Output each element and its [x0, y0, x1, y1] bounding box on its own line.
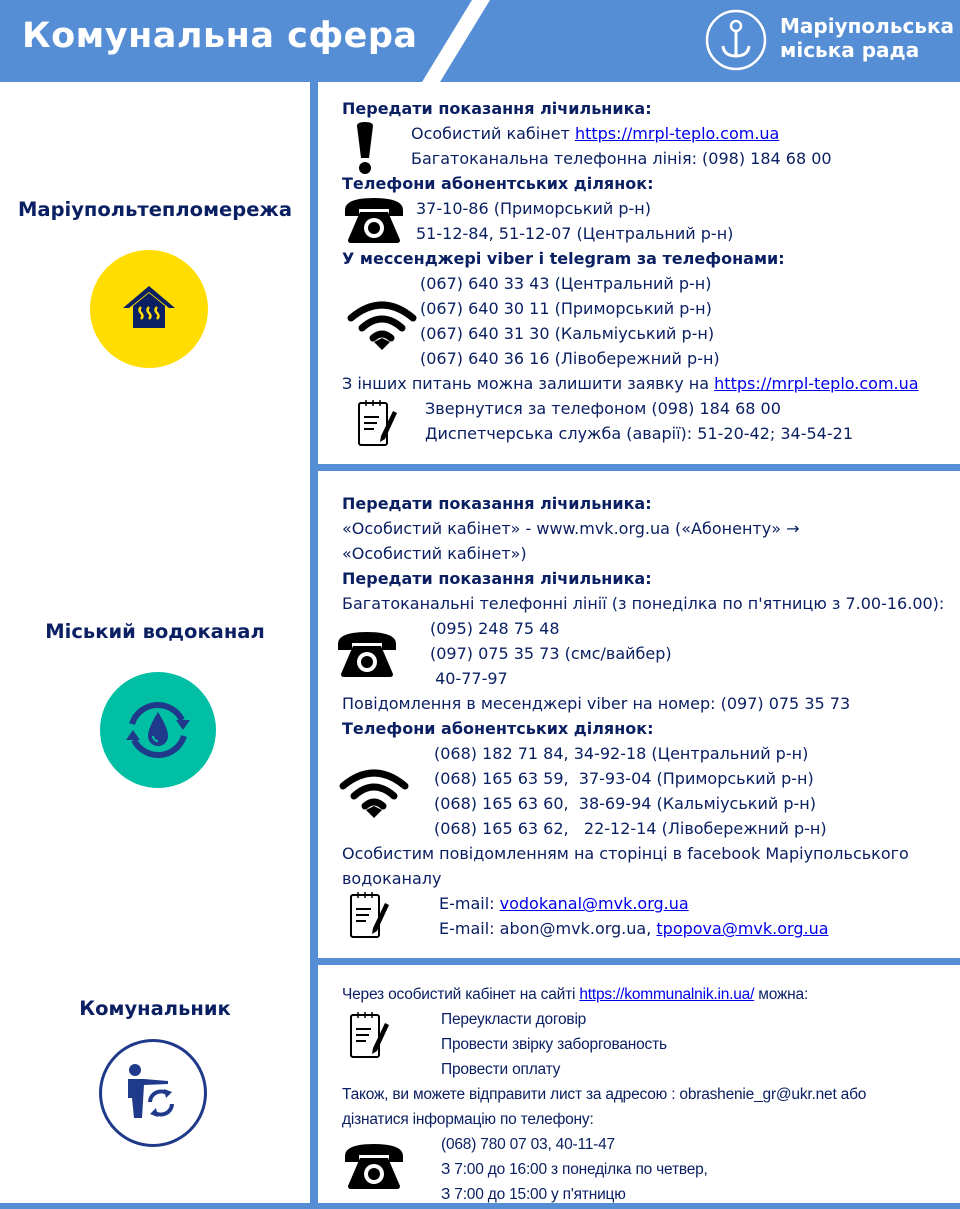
page-title: Комунальна сфера [22, 16, 418, 56]
teplo-cabinet-link[interactable]: https://mrpl-teplo.com.ua [574, 124, 780, 143]
vodokanal-multichannel-line: Багатоканальні телефонні лінії (з понеділка по п'ятницю з 7.00-16.00): [342, 594, 945, 613]
teplo-heading-phones: Телефони абонентських ділянок: [342, 174, 654, 193]
anchor-icon [704, 8, 770, 74]
email-label: E-mail: abon@mvk.org.ua, [439, 919, 657, 938]
vodokanal-viber-line: Повідомлення в месенджері viber на номер: (097) 075 35 73 [342, 694, 851, 713]
teplo-multichannel-line: Багатоканальна телефонна лінія: (098) 184 68 00 [411, 149, 832, 168]
komunalnyk-badge [99, 1039, 207, 1147]
city-council-logo [704, 8, 955, 74]
heated-house-icon [123, 282, 175, 334]
komunalnyk-mail-line-1: Також, ви можете відправити лист за адресою : obrashenie_gr@ukr.net або [342, 1086, 867, 1103]
header-banner [0, 0, 960, 82]
vodokanal-phone-item: (097) 075 35 73 (смс/вайбер) [430, 644, 672, 663]
org-name-vodokanal: Міський водоканал [45, 620, 265, 643]
vodokanal-email-link[interactable]: vodokanal@mvk.org.ua [499, 894, 689, 913]
teplo-other-link[interactable]: https://mrpl-teplo.com.ua [714, 374, 919, 393]
vodokanal-email-line-2 [342, 916, 947, 941]
teplo-phone-item: 51-12-84, 51-12-07 (Центральний р-н) [416, 224, 734, 243]
org-name-teplo: Маріупольтепломережа [18, 198, 292, 221]
vodokanal-district-item: (068) 165 63 62, 22-12-14 (Лівобережний р-н) [434, 819, 827, 838]
teplo-other-line [342, 371, 947, 396]
notepad-icon [349, 891, 391, 939]
telephone-icon [336, 630, 398, 678]
teplo-heading-messengers: У мессенджері viber і telegram за телефонами: [342, 249, 785, 268]
org-name-komunalnyk: Комунальник [79, 997, 231, 1020]
komunalnyk-intro-suffix: можна: [754, 986, 809, 1003]
vodokanal-content [342, 491, 947, 941]
tpopova-email-link[interactable]: tpopova@mvk.org.ua [656, 919, 829, 938]
teplo-cabinet-text: Особистий кабінет [411, 124, 575, 143]
wifi-icon [347, 300, 417, 352]
notepad-icon [357, 399, 399, 447]
vodokanal-heading-meter: Передати показання лічильника: [342, 494, 652, 513]
komunalnyk-phone-item: З 7:00 до 16:00 з понеділка по четвер, [441, 1161, 708, 1178]
person-refresh-icon [124, 1062, 188, 1126]
teplo-phone-item: 37-10-86 (Приморський р-н) [416, 199, 651, 218]
vodokanal-heading-districts: Телефони абонентських ділянок: [342, 719, 654, 738]
header-slash-decoration [410, 0, 500, 82]
komunalnyk-mail-line-2: дізнатися інформацію по телефону: [342, 1111, 594, 1128]
logo-line-2: міська рада [780, 38, 920, 62]
teplo-content [342, 96, 947, 446]
exclamation-icon [353, 122, 377, 176]
vodokanal-cabinet-line-2: «Особистий кабінет») [342, 544, 527, 563]
teplo-cabinet-line [342, 121, 947, 146]
teplo-note-item: Звернутися за телефоном (098) 184 68 00 [425, 399, 781, 418]
vodokanal-heading-meter-2: Передати показання лічильника: [342, 569, 652, 588]
email-label: E-mail: [439, 894, 500, 913]
section-divider-2 [318, 958, 960, 965]
vodokanal-phone-item: 40-77-97 [430, 669, 508, 688]
vodokanal-cabinet-line-1: «Особистий кабінет» - www.mvk.org.ua («Абоненту» → [342, 519, 800, 538]
teplo-heading-meter: Передати показання лічильника: [342, 99, 652, 118]
teplo-other-text: З інших питань можна залишити заявку на [342, 374, 715, 393]
komunalnyk-action-item: Переукласти договір [441, 1011, 587, 1028]
komunalnyk-intro-line [342, 982, 947, 1007]
komunalnyk-site-link[interactable]: https://kommunalnik.in.ua/ [579, 986, 755, 1003]
teplo-note-item: Диспетчерська служба (аварії): 51-20-42; 34-54-21 [425, 424, 853, 443]
vodokanal-facebook-line-2: водоканалу [342, 869, 442, 888]
vodokanal-facebook-line-1: Особистим повідомленням на сторінці в facebook Маріупольського [342, 844, 909, 863]
vodokanal-phone-item: (095) 248 75 48 [430, 619, 560, 638]
vodokanal-district-item: (068) 165 63 60, 38-69-94 (Кальміуський р-н) [434, 794, 816, 813]
telephone-icon [343, 1142, 405, 1190]
vodokanal-email-line-1 [342, 891, 947, 916]
komunalnyk-content [342, 982, 947, 1207]
teplo-messenger-item: (067) 640 33 43 (Центральний р-н) [420, 274, 712, 293]
telephone-icon [343, 196, 405, 244]
komunalnyk-action-item: Провести звірку заборгованость [441, 1036, 667, 1053]
water-cycle-icon [118, 690, 198, 770]
logo-line-1: Маріупольська [780, 14, 955, 38]
vodokanal-district-item: (068) 165 63 59, 37-93-04 (Приморський р-н) [434, 769, 814, 788]
notepad-icon [349, 1011, 391, 1059]
komunalnyk-action-item: Провести оплату [441, 1061, 561, 1078]
teplo-messenger-item: (067) 640 36 16 (Лівобережний р-н) [420, 349, 720, 368]
teplo-messenger-item: (067) 640 31 30 (Кальміуський р-н) [420, 324, 715, 343]
komunalnyk-intro-text: Через особистий кабінет на сайті [342, 986, 580, 1003]
section-divider-1 [318, 464, 960, 471]
komunalnyk-phone-item: З 7:00 до 15:00 у п'ятницю [441, 1186, 626, 1203]
wifi-icon [339, 768, 409, 820]
teplo-messenger-item: (067) 640 30 11 (Приморський р-н) [420, 299, 712, 318]
vodokanal-district-item: (068) 182 71 84, 34-92-18 (Центральний р-н) [434, 744, 809, 763]
vodokanal-badge [100, 672, 216, 788]
komunalnyk-phone-item: (068) 780 07 03, 40-11-47 [441, 1136, 615, 1153]
teplo-badge [90, 250, 208, 368]
column-divider [310, 82, 318, 1209]
